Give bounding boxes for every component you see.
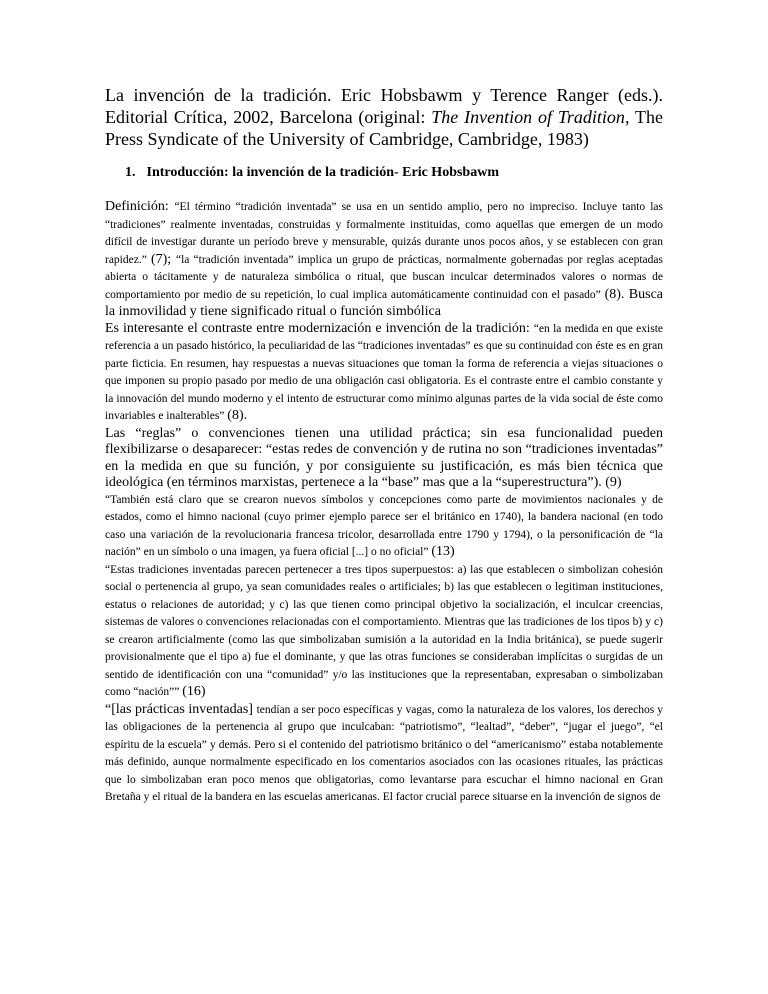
paragraph-tres-tipos [105,561,663,701]
paragraph-contraste [105,320,663,425]
text-segment: “la “tradición inventada” implica un grupo de prácticas, normalmente gobernadas por reglas aceptadas abierta o tácitamente y de naturaleza simbólica o ritual, que buscan inculcar determinados valores o normas de comportamiento por medio de su repetición, lo cual implica automáticamente continuidad con el pasado” [105,253,663,301]
text-segment: Definición: [105,199,175,214]
text-segment: Es interesante el contraste entre modernización e invención de la tradición: [105,320,534,336]
text-segment: “Estas tradiciones inventadas parecen pertenecer a tres tipos superpuestos: a) las que establecen o simbolizan cohesión social o pertenencia al grupo, ya sean comunidades reales o artificiales; b) las que establecen o legitiman instituciones, estatus o relaciones de autoridad; y c) las que tienen como principal objetivo la socialización, el inculcar creencias, sistemas de valores o convenciones relacionadas con el comportamiento. Mientras que las tradiciones de los tipos b) y c) se crearon artificialmente (como las que simbolizaban sumisión a la autoridad en la India británica), se puede sugerir provisionalmente que el tipo a) fue el dominante, y que las otras funciones se consideraban implícitas o surgidas de un sentido de identificación con una “comunidad” y/o las instituciones que la representaban, expresaban o simbolizaban como “nación”” [105,563,663,698]
section-heading [105,164,663,182]
text-segment: “También está claro que se crearon nuevos símbolos y concepciones como parte de movimientos nacionales y de estados, como el himno nacional (cuyo primer ejemplo parece ser el británico en 1740), la bandera nacional (en todo caso una variación de la revolucionaria francesa tricolor, desarrollada entre 1790 y 1794), o la personificación de “la nación” en un símbolo o una imagen, ya fuera oficial [...] o no oficial” [105,493,663,558]
document-page [105,84,663,806]
document-title [105,84,663,150]
title-text-italic: The Invention of Tradition [431,107,625,127]
heading-number: 1. [125,165,136,180]
text-segment: (7); [150,251,176,267]
text-segment: “El término “tradición inventada” se usa en un sentido amplio, pero no impreciso. Incluye tanto las “tradiciones” realmente inventadas, construidas y formalmente instituidas, como aquellas que emergen de un modo difícil de investigar durante un período breve y mensurable, quizás durante unos pocos años, y se establecen con gran rapidez.” [105,201,663,266]
text-segment: (13) [431,544,455,559]
heading-text: Introducción: la invención de la tradición- Eric Hobsbawm [146,165,499,180]
text-segment: (8). [227,408,248,423]
paragraph-simbolos [105,491,663,561]
paragraph-definicion [105,198,663,320]
title-text-post: , The Press Syndicate of the University of Cambridge, Cambridge, 1983) [105,107,663,149]
text-segment: Las “reglas” o convenciones tienen una utilidad práctica; sin esa funcionalidad pueden flexibilizarse o desaparecer: “estas redes de convención y de rutina no son “tradiciones inventadas” en la medida en que su función, y por consiguiente su justificación, es más bien técnica que ideológica (en términos marxistas, pertenece a la “base” mas que a la “superestructura”). (9) [105,425,663,490]
text-segment: tendían a ser poco específicas y vagas, como la naturaleza de los valores, los derechos y las obligaciones de la pertenencia al grupo que inculcaban: “patriotismo”, “lealtad”, “deber”, “jugar el juego”, “el espíritu de la escuela” y demás. Pero si el contenido del patriotismo británico o del “americanismo” estaba notablemente más definido, aunque normalmente especificado en los comentarios asociados con las ocasiones rituales, las prácticas que lo simbolizaban eran poco menos que obligatorias, como levantarse para escuchar el himno nacional en Gran Bretaña y el ritual de la bandera en las escuelas americanas. El factor crucial parece situarse en la invención de signos de [105,703,663,803]
text-segment: (16) [182,684,206,699]
paragraph-practicas-inventadas [105,701,663,806]
title-text-pre: La invención de la tradición. Eric Hobsbawm y Terence Ranger (eds.). Editorial Crítica, 2002, Barcelona (original: [105,85,663,127]
text-segment: “en la medida en que existe referencia a un pasado histórico, la peculiaridad de las “tradiciones inventadas” es que su continuidad con éste es en gran parte ficticia. En resumen, hay respuestas a nuevas situaciones que toman la forma de referencia a viejas situaciones o que imponen su propio pasado por medio de una obligación casi obligatoria. Es el contraste entre el cambio constante y la innovación del mundo moderno y el intento de estructurar como mínimo algunas partes de la vida social de éste como invariables e inalterables” [105,322,664,422]
text-segment: (8). Busca la inmovilidad y tiene significado ritual o función simbólica [105,286,663,319]
text-segment: “[las prácticas inventadas] [105,701,257,717]
paragraph-reglas [105,425,663,491]
